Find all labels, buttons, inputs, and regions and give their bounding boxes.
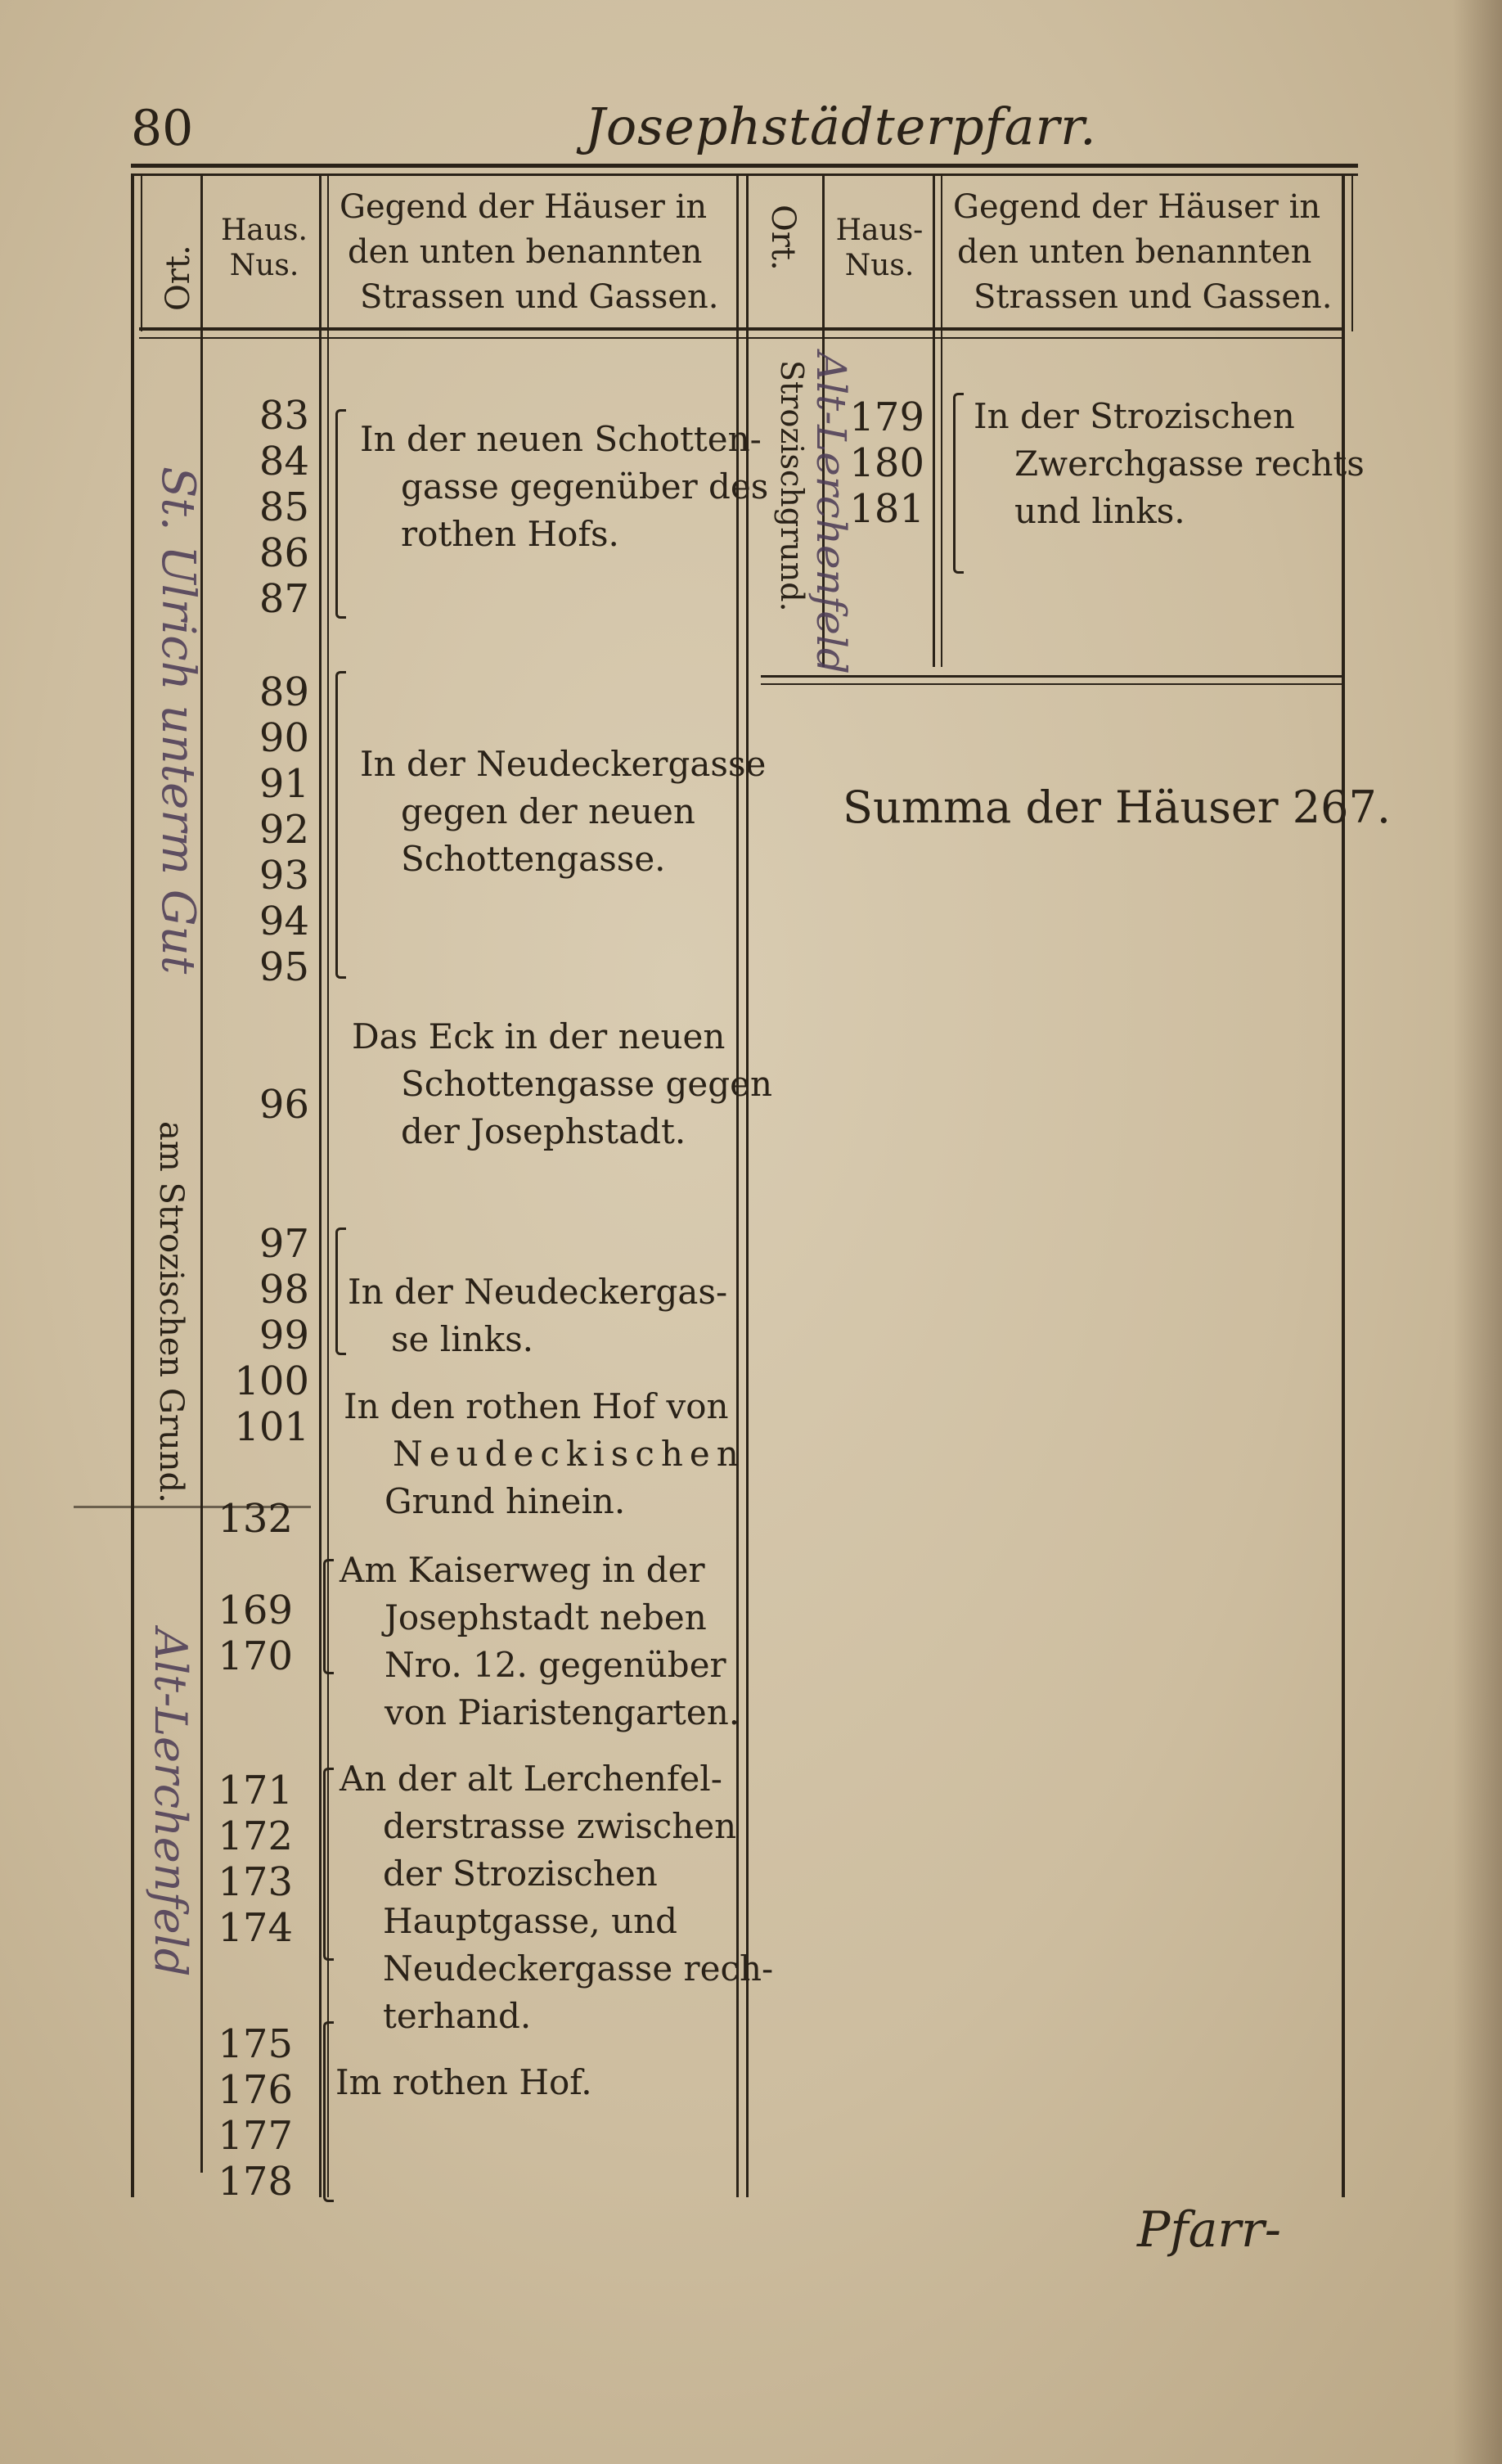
col-haus-header-top: Haus. (221, 214, 308, 247)
house-number: 97 (259, 1221, 309, 1267)
col-haus-right-header-top: Haus- (835, 214, 924, 247)
group-description: In der Neudeckergasse (360, 744, 767, 784)
house-number: 86 (259, 530, 309, 576)
vrule-right-haus-2 (941, 176, 942, 667)
group-description: Hauptgasse, und (383, 1901, 678, 1941)
col-gegend-header-1: Gegend der Häuser in (340, 188, 708, 226)
house-number: 99 (259, 1313, 309, 1358)
house-number: 101 (234, 1404, 309, 1450)
catchword: Pfarr- (1137, 2201, 1281, 2259)
house-number: 92 (259, 807, 309, 853)
group-brace (323, 1768, 334, 1961)
group-description: In der Neudeckergas- (348, 1272, 728, 1312)
running-title: Josephstädterpfarr. (585, 97, 1097, 156)
group-description: Josephstadt neben (384, 1597, 707, 1637)
house-number: 174 (218, 1905, 293, 1951)
group-description: und links. (1014, 491, 1185, 531)
group-description: An der alt Lerchenfel- (340, 1759, 722, 1799)
group-description: Schottengasse. (401, 839, 666, 879)
group-description: In den rothen Hof von (344, 1386, 729, 1426)
house-number: 180 (849, 440, 924, 486)
house-number: 178 (218, 2159, 293, 2205)
printed-ort-right: Strozischgrund. (774, 360, 810, 612)
group-description: Nro. 12. gegenüber (384, 1645, 726, 1685)
col-haus-right-header-bottom: Nus. (844, 249, 915, 282)
house-number: 96 (259, 1082, 309, 1128)
group-description: Neudeckergasse rech- (383, 1948, 774, 1989)
house-number: 173 (218, 1859, 293, 1905)
handwritten-ort-2: Alt-Lerchenfeld (145, 1628, 196, 1977)
vrule-right-outer2 (1351, 176, 1353, 331)
group-description: Neudeckischen (393, 1434, 745, 1474)
col-ort-right-header: Ort. (764, 205, 802, 271)
summa-line: Summa der Häuser 267. (843, 782, 1391, 833)
house-number: 177 (218, 2113, 293, 2159)
group-description: der Josephstadt. (401, 1111, 686, 1151)
house-number: 90 (259, 715, 309, 761)
house-number: 94 (259, 899, 309, 944)
house-number: 98 (259, 1267, 309, 1313)
house-number: 171 (218, 1768, 293, 1813)
printed-ort-left: am Strozischen Grund. (152, 1121, 190, 1503)
right-group-rule-2 (761, 683, 1342, 685)
house-number: 172 (218, 1813, 293, 1859)
house-number: 181 (849, 486, 924, 532)
house-number: 84 (259, 439, 309, 484)
house-number: 169 (218, 1588, 293, 1633)
right-group-rule-1 (761, 675, 1342, 678)
col-haus-header-bottom: Nus. (229, 249, 299, 282)
group-description: Im rothen Hof. (335, 2062, 592, 2102)
house-number: 93 (259, 853, 309, 899)
top-rule-1 (131, 164, 1358, 168)
group-description: von Piaristengarten. (384, 1692, 740, 1732)
top-rule-2 (131, 173, 1358, 176)
group-description: In der Strozischen (974, 396, 1295, 436)
handwritten-ort-1: St. Ulrich unterm Gut (151, 466, 205, 975)
page-edge-shadow (1453, 0, 1502, 2464)
house-number: 85 (259, 484, 309, 530)
group-description: terhand. (383, 1996, 532, 2036)
group-description: In der neuen Schotten- (360, 419, 762, 459)
group-description: derstrasse zwischen (383, 1806, 737, 1846)
group-description: Am Kaiserweg in der (340, 1550, 705, 1590)
vrule-haus-gegend-1 (319, 176, 322, 2197)
group-description: Schottengasse gegen (401, 1064, 773, 1104)
group-description: rothen Hofs. (401, 514, 619, 554)
group-description: Zwerchgasse rechts (1014, 444, 1365, 484)
group-brace (335, 409, 346, 619)
page-number: 80 (131, 100, 194, 157)
house-number: 175 (218, 2021, 293, 2067)
group-description: se links. (391, 1319, 534, 1359)
group-brace (323, 2021, 334, 2202)
vrule-left-outer (131, 176, 134, 2197)
group-brace (335, 1227, 346, 1355)
vrule-left-outer2 (141, 176, 142, 331)
group-description: gegen der neuen (401, 791, 695, 831)
house-number: 87 (259, 576, 309, 622)
col-gegend-header-3: Strassen und Gassen. (360, 278, 719, 316)
group-description: Grund hinein. (384, 1481, 626, 1521)
house-number: 170 (218, 1633, 293, 1679)
house-number: 176 (218, 2067, 293, 2113)
handwritten-ort-right: Alt-Lerchenfeld (807, 352, 855, 674)
col-gegend-right-header-2: den unten benannten (957, 233, 1312, 271)
group-brace (335, 671, 346, 979)
vrule-right-haus-1 (933, 176, 935, 667)
group-description: der Strozischen (383, 1854, 658, 1894)
group-description: Das Eck in der neuen (352, 1016, 726, 1056)
col-gegend-right-header-3: Strassen und Gassen. (974, 278, 1333, 316)
house-number: 89 (259, 669, 309, 715)
house-number: 132 (218, 1496, 293, 1542)
group-brace (323, 1559, 334, 1674)
col-ort-header: Ort. (160, 245, 197, 311)
group-brace (953, 393, 964, 574)
house-number: 91 (259, 761, 309, 807)
house-number: 100 (234, 1358, 309, 1404)
house-number: 83 (259, 393, 309, 439)
col-gegend-header-2: den unten benannten (348, 233, 703, 271)
group-description: gasse gegenüber des (401, 466, 769, 507)
house-number: 95 (259, 944, 309, 990)
col-gegend-right-header-1: Gegend der Häuser in (953, 188, 1321, 226)
house-number: 179 (849, 394, 924, 440)
